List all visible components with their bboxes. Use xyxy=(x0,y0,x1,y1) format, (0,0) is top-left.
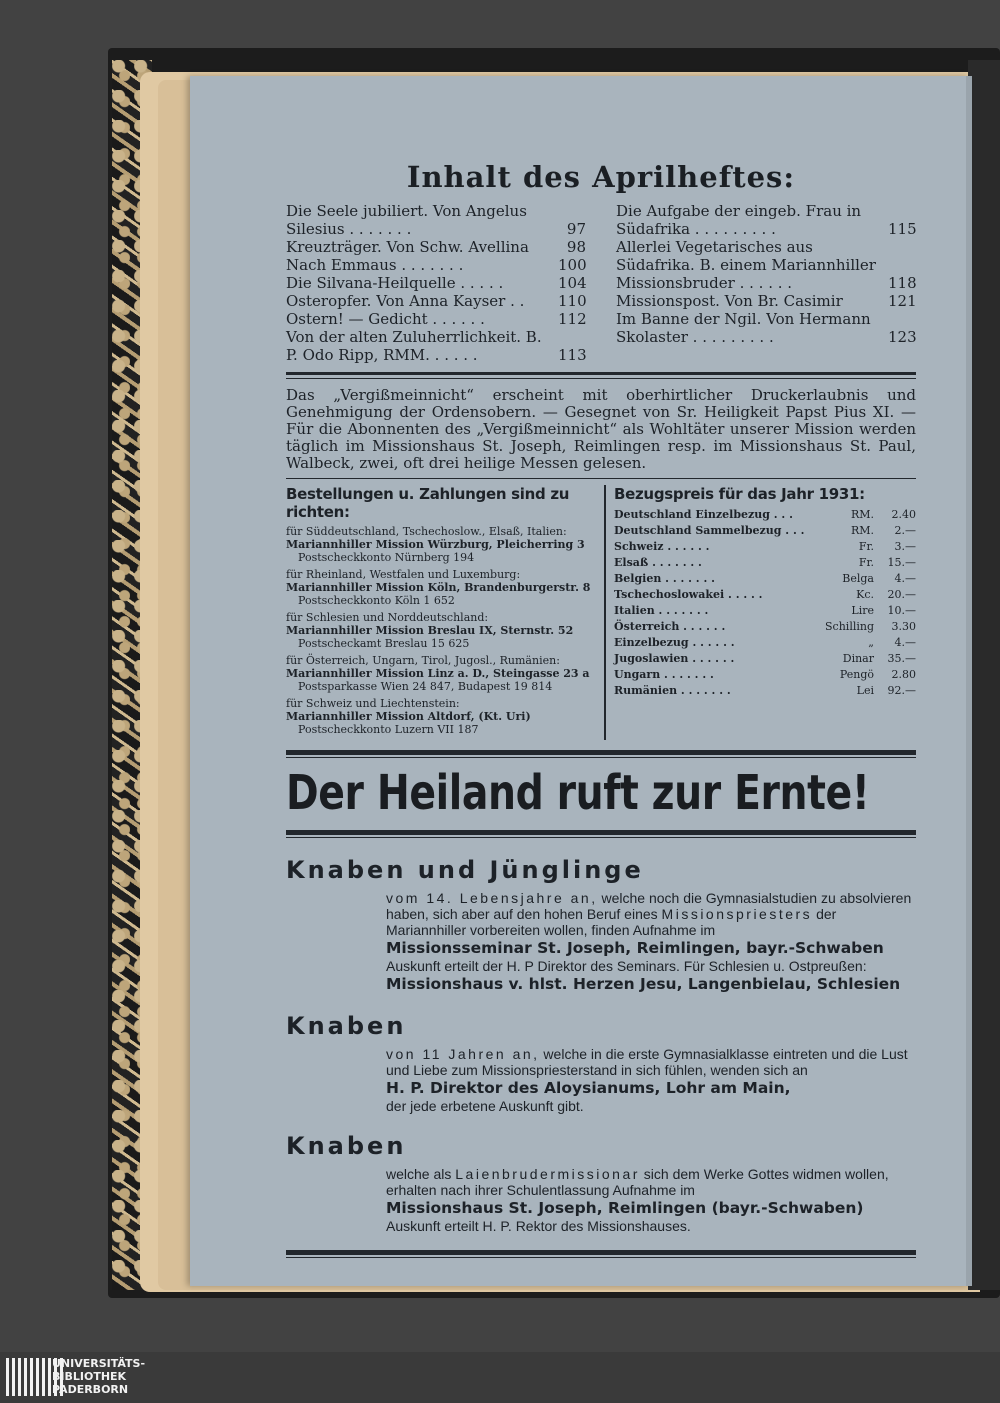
toc-entry-page: 112 xyxy=(558,310,587,328)
section-title: Knaben xyxy=(286,1132,407,1160)
divider xyxy=(286,1250,916,1258)
toc-entry xyxy=(286,202,586,238)
price-country: Schweiz . . . . . . xyxy=(614,540,710,553)
address-block xyxy=(286,697,596,736)
price-row xyxy=(614,571,916,587)
address-line: Mariannhiller Mission Breslau IX, Sternstr. 52 xyxy=(286,624,574,637)
price-amount: 2.— xyxy=(894,524,916,537)
address-block xyxy=(286,654,596,693)
toc-entry-title: Allerlei Vegetarisches aus Südafrika. B. einem Mariannhiller Missionsbruder . . . . . . xyxy=(616,238,876,292)
toc-entry-title: Ostern! — Gedicht . . . . . . xyxy=(286,310,485,328)
toc-entry-page: 97 xyxy=(566,220,586,238)
toc-entry-page: 98 xyxy=(566,238,586,256)
toc-entry-title: Osteropfer. Von Anna Kayser . . xyxy=(286,292,525,310)
account-line: Postscheckkonto Nürnberg 194 xyxy=(298,551,475,564)
institution-name: Missionsseminar St. Joseph, Reimlingen, bayr.-Schwaben xyxy=(386,939,884,957)
toc-entry-page: 123 xyxy=(888,328,917,346)
price-row xyxy=(614,587,916,603)
price-row xyxy=(614,683,916,699)
price-country: Deutschland Einzelbezug . . . xyxy=(614,508,793,521)
page-content xyxy=(286,160,916,1266)
price-country: Italien . . . . . . . xyxy=(614,604,709,617)
address-line: Mariannhiller Mission Linz a. D., Steingasse 23 a xyxy=(286,667,590,680)
toc-entry xyxy=(286,310,586,328)
price-currency: RM. xyxy=(850,524,874,537)
toc-entry-title: Die Silvana-Heilquelle . . . . . xyxy=(286,274,504,292)
price-amount: 20.— xyxy=(887,588,916,601)
price-row xyxy=(614,523,916,539)
toc-entry xyxy=(616,202,916,238)
address-line: Mariannhiller Mission Altdorf, (Kt. Uri) xyxy=(286,710,531,723)
price-amount: 4.— xyxy=(894,572,916,585)
section-title: Knaben xyxy=(286,1012,407,1040)
section xyxy=(286,1132,916,1234)
body-text: sich dem Werke Gottes widmen wollen, erhalten nach ihrer Schulentlassung Aufnahme im xyxy=(386,1166,889,1198)
price-country: Rumänien . . . . . . . xyxy=(614,684,731,697)
institution-name: Missionshaus v. hlst. Herzen Jesu, Langenbielau, Schlesien xyxy=(386,975,901,993)
toc-entry-title: Nach Emmaus . . . . . . . xyxy=(286,256,464,274)
toc-entry-page: 100 xyxy=(558,256,587,274)
price-currency: Kc. xyxy=(856,588,874,601)
toc-entry-page: 118 xyxy=(888,274,917,292)
logo-line: PADERBORN xyxy=(52,1383,129,1396)
toc-entry-title: Kreuzträger. Von Schw. Avellina xyxy=(286,238,529,256)
address-region: für Österreich, Ungarn, Tirol, Jugosl., Rumänien: xyxy=(286,654,560,667)
price-row xyxy=(614,555,916,571)
price-country: Tschechoslowakei . . . . . xyxy=(614,588,763,601)
toc-entry xyxy=(286,238,586,256)
body-text: welche in die erste Gymnasialklasse eintreten und die Lust und Liebe zum Missionspriesterstand in sich fühlen, wenden sich an xyxy=(386,1046,908,1078)
toc-right-column xyxy=(616,202,916,364)
emphasis-text: Missionspriesters xyxy=(661,906,813,922)
toc-entry-title: Missionspost. Von Br. Casimir xyxy=(616,292,843,310)
price-amount: 4.— xyxy=(894,636,916,649)
price-amount: 2.40 xyxy=(891,508,916,521)
emphasis-text: vom 14. Lebensjahre an, xyxy=(386,890,598,906)
price-currency: RM. xyxy=(850,508,874,521)
price-currency: Pengö xyxy=(839,668,874,681)
price-currency: Lire xyxy=(851,604,874,617)
section xyxy=(286,1012,916,1114)
toc-entry-page: 113 xyxy=(558,346,587,364)
logo-line: UNIVERSITÄTS- xyxy=(52,1357,146,1370)
price-row xyxy=(614,667,916,683)
account-line: Postsparkasse Wien 24 847, Budapest 19 814 xyxy=(298,680,553,693)
address-region: für Rheinland, Westfalen und Luxemburg: xyxy=(286,568,521,581)
institution-name: H. P. Direktor des Aloysianums, Lohr am Main, xyxy=(386,1079,791,1097)
section-title: Knaben und Jünglinge xyxy=(286,856,644,884)
institution-name: Missionshaus St. Joseph, Reimlingen (bayr.-Schwaben) xyxy=(386,1199,864,1217)
price-country: Österreich . . . . . . xyxy=(614,620,726,633)
body-text: Auskunft erteilt H. P. Rektor des Missionshauses. xyxy=(386,1218,691,1234)
subscription-info xyxy=(286,485,916,740)
address-region: für Schweiz und Liechtenstein: xyxy=(286,697,460,710)
toc-entry xyxy=(616,310,916,346)
address-block xyxy=(286,568,596,607)
price-currency: Fr. xyxy=(858,556,874,569)
body-text: der jede erbetene Auskunft gibt. xyxy=(386,1098,584,1114)
book-right-edge xyxy=(968,60,1000,1290)
price-row xyxy=(614,635,916,651)
address-block xyxy=(286,611,596,650)
emphasis-text: Laienbrudermissionar xyxy=(455,1166,640,1182)
toc-entry-page: 104 xyxy=(558,274,587,292)
body-text: welche als xyxy=(386,1166,456,1182)
price-row xyxy=(614,619,916,635)
publication-notice: Das „Vergißmeinnicht“ erscheint mit oberhirtlicher Druckerlaubnis und Genehmigung der Ordensobern. — Gesegnet von Sr. Heiligkeit Papst Pius XI. — Für die Abonnenten des „Vergißmeinnicht“ als Wohltäter unserer Mission werden täglich im Missionshaus St. Joseph, Reimlingen resp. im Missionshaus St. Paul, Walbeck, zwei, oft drei heilige Messen gelesen. xyxy=(286,386,916,472)
toc-entry-page: 115 xyxy=(888,220,917,238)
divider xyxy=(286,372,916,379)
headline: Der Heiland ruft zur Ernte! xyxy=(286,765,870,821)
section-body xyxy=(386,1046,916,1114)
toc-entry xyxy=(616,238,916,292)
price-currency: „ xyxy=(868,636,874,649)
price-currency: Lei xyxy=(856,684,874,697)
price-row xyxy=(614,539,916,555)
price-amount: 15.— xyxy=(887,556,916,569)
account-line: Postscheckamt Breslau 15 625 xyxy=(298,637,470,650)
price-country: Belgien . . . . . . . xyxy=(614,572,715,585)
toc-entry xyxy=(286,274,586,292)
toc-left-column xyxy=(286,202,586,364)
emphasis-text: von 11 Jahren an, xyxy=(386,1046,540,1062)
address-region: für Süddeutschland, Tschechoslow., Elsaß, Italien: xyxy=(286,525,567,538)
divider xyxy=(286,750,916,758)
price-row xyxy=(614,507,916,523)
price-country: Einzelbezug . . . . . . xyxy=(614,636,735,649)
price-amount: 3.— xyxy=(894,540,916,553)
orders-heading: Bestellungen u. Zahlungen sind zu richten: xyxy=(286,485,570,521)
body-text: Auskunft erteilt der H. P Direktor des Seminars. Für Schlesien u. Ostpreußen: xyxy=(386,958,867,974)
price-amount: 3.30 xyxy=(891,620,916,633)
price-country: Ungarn . . . . . . . xyxy=(614,668,714,681)
toc-entry-title: Im Banne der Ngil. Von Hermann Skolaster . . . . . . . . . xyxy=(616,310,871,346)
table-of-contents xyxy=(286,202,916,364)
toc-entry xyxy=(286,292,586,310)
price-currency: Dinar xyxy=(842,652,874,665)
price-row xyxy=(614,603,916,619)
toc-entry-title: Die Seele jubiliert. Von Angelus Silesius . . . . . . . xyxy=(286,202,527,238)
toc-entry xyxy=(286,256,586,274)
price-amount: 35.— xyxy=(887,652,916,665)
section-body xyxy=(386,1166,916,1234)
price-currency: Belga xyxy=(842,572,874,585)
section xyxy=(286,856,916,994)
logo-text xyxy=(52,1357,145,1396)
price-amount: 92.— xyxy=(887,684,916,697)
account-line: Postscheckkonto Köln 1 652 xyxy=(298,594,455,607)
price-country: Jugoslawien . . . . . . xyxy=(614,652,735,665)
toc-title: Inhalt des Aprilheftes: xyxy=(406,160,796,194)
price-amount: 10.— xyxy=(887,604,916,617)
price-currency: Fr. xyxy=(858,540,874,553)
address-region: für Schlesien und Norddeutschland: xyxy=(286,611,489,624)
price-amount: 2.80 xyxy=(891,668,916,681)
price-row xyxy=(614,651,916,667)
account-line: Postscheckkonto Luzern VII 187 xyxy=(298,723,479,736)
page-edge xyxy=(966,76,972,1286)
price-country: Deutschland Sammelbezug . . . xyxy=(614,524,805,537)
toc-entry-title: Von der alten Zuluherrlichkeit. B. P. Odo Ripp, RMM. . . . . . xyxy=(286,328,542,364)
library-logo xyxy=(0,1352,1000,1403)
body-text: welche noch die Gymnasialstudien zu absolvieren haben, sich aber auf den hohen Beruf eines xyxy=(386,890,912,922)
toc-entry xyxy=(616,292,916,310)
orders-column xyxy=(286,485,606,740)
address-line: Mariannhiller Mission Würzburg, Pleicherring 3 xyxy=(286,538,585,551)
toc-entry-page: 121 xyxy=(888,292,917,310)
prices-column xyxy=(606,485,916,740)
address-block xyxy=(286,525,596,564)
divider xyxy=(286,478,916,479)
price-currency: Schilling xyxy=(825,620,874,633)
prices-heading: Bezugspreis für das Jahr 1931: xyxy=(614,485,865,503)
toc-entry-page: 110 xyxy=(558,292,587,310)
toc-entry xyxy=(286,328,586,364)
logo-line: BIBLIOTHEK xyxy=(52,1370,127,1383)
body-text: der Mariannhiller vorbereiten wollen, finden Aufnahme im xyxy=(386,906,837,938)
divider xyxy=(286,830,916,838)
toc-entry-title: Die Aufgabe der eingeb. Frau in Südafrika . . . . . . . . . xyxy=(616,202,862,238)
address-line: Mariannhiller Mission Köln, Brandenburgerstr. 8 xyxy=(286,581,591,594)
section-body xyxy=(386,890,916,994)
price-country: Elsaß . . . . . . . xyxy=(614,556,702,569)
